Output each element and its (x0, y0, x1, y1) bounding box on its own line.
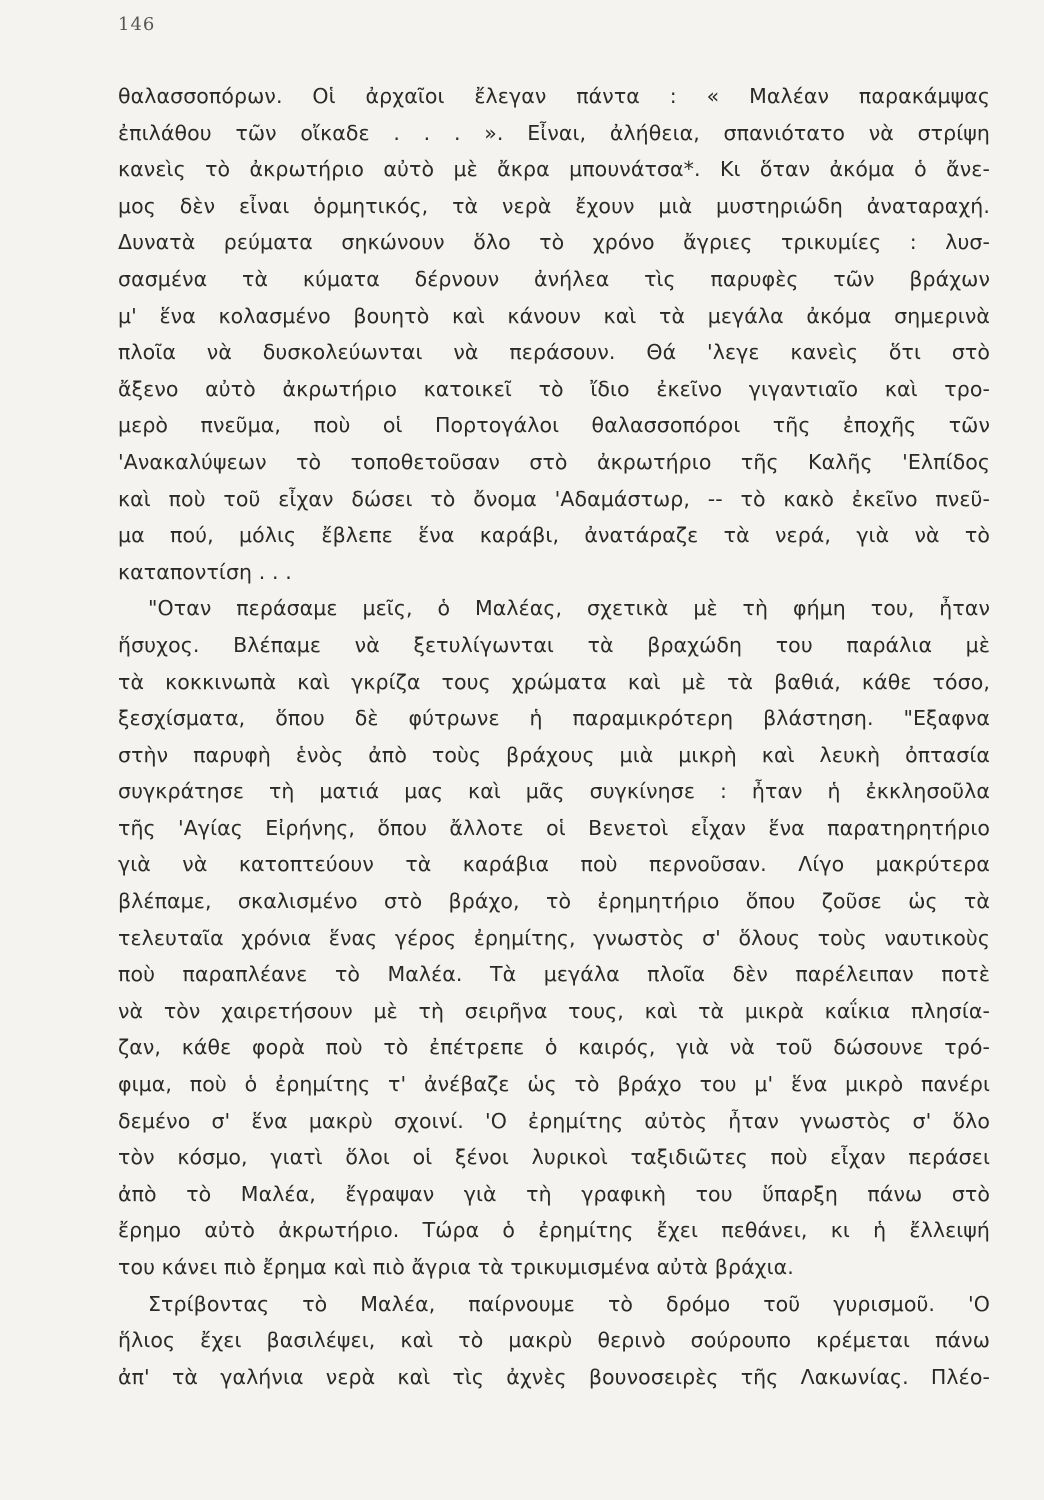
text-line: ἀπὸ τὸ Μαλέα, ἔγραψαν γιὰ τὴ γραφικὴ του ὕπαρξη πάνω στὸ (118, 1181, 990, 1206)
text-line: καταποντίση . . . (118, 559, 292, 584)
text-line: ἔρημο αὐτὸ ἀκρωτήριο. Τώρα ὁ ἐρημίτης ἔχει πεθάνει, κι ἡ ἔλλειψή (118, 1218, 990, 1243)
text-line: θαλασσοπόρων. Οἱ ἀρχαῖοι ἔλεγαν πάντα : « Μαλέαν παρακάμψας (118, 84, 990, 108)
text-line: ἐπιλάθου τῶν οἴκαδε . . . ». Εἶναι, ἀλήθεια, σπανιότατο νὰ στρίψη (118, 120, 990, 145)
text-line: στὴν παρυφὴ ἑνὸς ἀπὸ τοὺς βράχους μιὰ μικρὴ καὶ λευκὴ ὀπτασία (118, 742, 990, 767)
text-line: ξεσχίσματα, ὅπου δὲ φύτρωνε ἡ παραμικρότερη βλάστηση. "Εξαφνα (118, 706, 990, 731)
text-line: Στρίβοντας τὸ Μαλέα, παίρνουμε τὸ δρόμο τοῦ γυρισμοῦ. 'Ο (148, 1291, 990, 1316)
page-number: 146 (118, 14, 156, 35)
text-line: νὰ τὸν χαιρετήσουν μὲ τὴ σειρῆνα τους, καὶ τὰ μικρὰ καΐκια πλησία- (118, 998, 990, 1023)
text-line: καὶ ποὺ τοῦ εἶχαν δώσει τὸ ὄνομα 'Αδαμάστωρ, -- τὸ κακὸ ἐκεῖνο πνεῦ- (118, 486, 990, 511)
text-line: τελευταῖα χρόνια ἕνας γέρος ἐρημίτης, γνωστὸς σ' ὅλους τοὺς ναυτικοὺς (118, 925, 990, 950)
text-line: μερὸ πνεῦμα, ποὺ οἱ Πορτογάλοι θαλασσοπόροι τῆς ἐποχῆς τῶν (118, 413, 990, 438)
text-line: του κάνει πιὸ ἔρημα καὶ πιὸ ἄγρια τὰ τρικυμισμένα αὐτὰ βράχια. (118, 1255, 794, 1279)
text-line: πλοῖα νὰ δυσκολεύωνται νὰ περάσουν. Θά 'λεγε κανεὶς ὅτι στὸ (118, 340, 990, 365)
text-line: σασμένα τὰ κύματα δέρνουν ἀνήλεα τὶς παρυφὲς τῶν βράχων (118, 266, 990, 291)
text-line: φιμα, ποὺ ὁ ἐρημίτης τ' ἀνέβαζε ὡς τὸ βράχο του μ' ἕνα μικρὸ πανέρι (118, 1072, 990, 1097)
text-line: ἄξενο αὐτὸ ἀκρωτήριο κατοικεῖ τὸ ἴδιο ἐκεῖνο γιγαντιαῖο καὶ τρο- (118, 376, 990, 401)
text-line: τὰ κοκκινωπὰ καὶ γκρίζα τους χρώματα καὶ μὲ τὰ βαθιά, κάθε τόσο, (118, 669, 990, 694)
text-line: ἀπ' τὰ γαλήνια νερὰ καὶ τὶς ἀχνὲς βουνοσειρὲς τῆς Λακωνίας. Πλέο- (118, 1364, 990, 1389)
text-line: ἥσυχος. Βλέπαμε νὰ ξετυλίγωνται τὰ βραχώδη του παράλια μὲ (118, 632, 990, 657)
text-line: γιὰ νὰ κατοπτεύουν τὰ καράβια ποὺ περνοῦσαν. Λίγο μακρύτερα (118, 852, 990, 877)
text-line: μος δὲν εἶναι ὁρμητικός, τὰ νερὰ ἔχουν μιὰ μυστηριώδη ἀναταραχή. (118, 193, 990, 218)
text-line: μα πού, μόλις ἔβλεπε ἕνα καράβι, ἀνατάραζε τὰ νερά, γιὰ νὰ τὸ (118, 523, 990, 548)
text-line: Δυνατὰ ρεύματα σηκώνουν ὅλο τὸ χρόνο ἄγριες τρικυμίες : λυσ- (118, 230, 990, 255)
text-line: δεμένο σ' ἕνα μακρὺ σχοινί. 'Ο ἐρημίτης αὐτὸς ἦταν γνωστὸς σ' ὅλο (118, 1108, 990, 1133)
body-text (118, 78, 990, 1395)
text-line: "Οταν περάσαμε μεῖς, ὁ Μαλέας, σχετικὰ μὲ τὴ φήμη του, ἦταν (148, 596, 990, 621)
text-line: 'Ανακαλύψεων τὸ τοποθετοῦσαν στὸ ἀκρωτήριο τῆς Καλῆς 'Ελπίδος (118, 449, 990, 474)
text-line: συγκράτησε τὴ ματιά μας καὶ μᾶς συγκίνησε : ἦταν ἡ ἐκκλησοῦλα (118, 779, 990, 804)
text-line: κανεὶς τὸ ἀκρωτήριο αὐτὸ μὲ ἄκρα μπουνάτσα*. Κι ὅταν ἀκόμα ὁ ἄνε- (118, 157, 990, 182)
text-line: τὸν κόσμο, γιατὶ ὅλοι οἱ ξένοι λυρικοὶ ταξιδιῶτες ποὺ εἶχαν περάσει (118, 1145, 990, 1170)
text-line: τῆς 'Αγίας Εἰρήνης, ὅπου ἄλλοτε οἱ Βενετοὶ εἶχαν ἕνα παρατηρητήριο (118, 815, 990, 840)
text-line: ποὺ παραπλέανε τὸ Μαλέα. Τὰ μεγάλα πλοῖα δὲν παρέλειπαν ποτὲ (118, 962, 990, 987)
text-line: ἥλιος ἔχει βασιλέψει, καὶ τὸ μακρὺ θερινὸ σούρουπο κρέμεται πάνω (118, 1328, 990, 1353)
text-line: βλέπαμε, σκαλισμένο στὸ βράχο, τὸ ἐρημητήριο ὅπου ζοῦσε ὡς τὰ (118, 889, 990, 914)
text-line: ζαν, κάθε φορὰ ποὺ τὸ ἐπέτρεπε ὁ καιρός, γιὰ νὰ τοῦ δώσουνε τρό- (118, 1035, 990, 1060)
text-line: μ' ἕνα κολασμένο βουητὸ καὶ κάνουν καὶ τὰ μεγάλα ἀκόμα σημερινὰ (118, 303, 990, 328)
